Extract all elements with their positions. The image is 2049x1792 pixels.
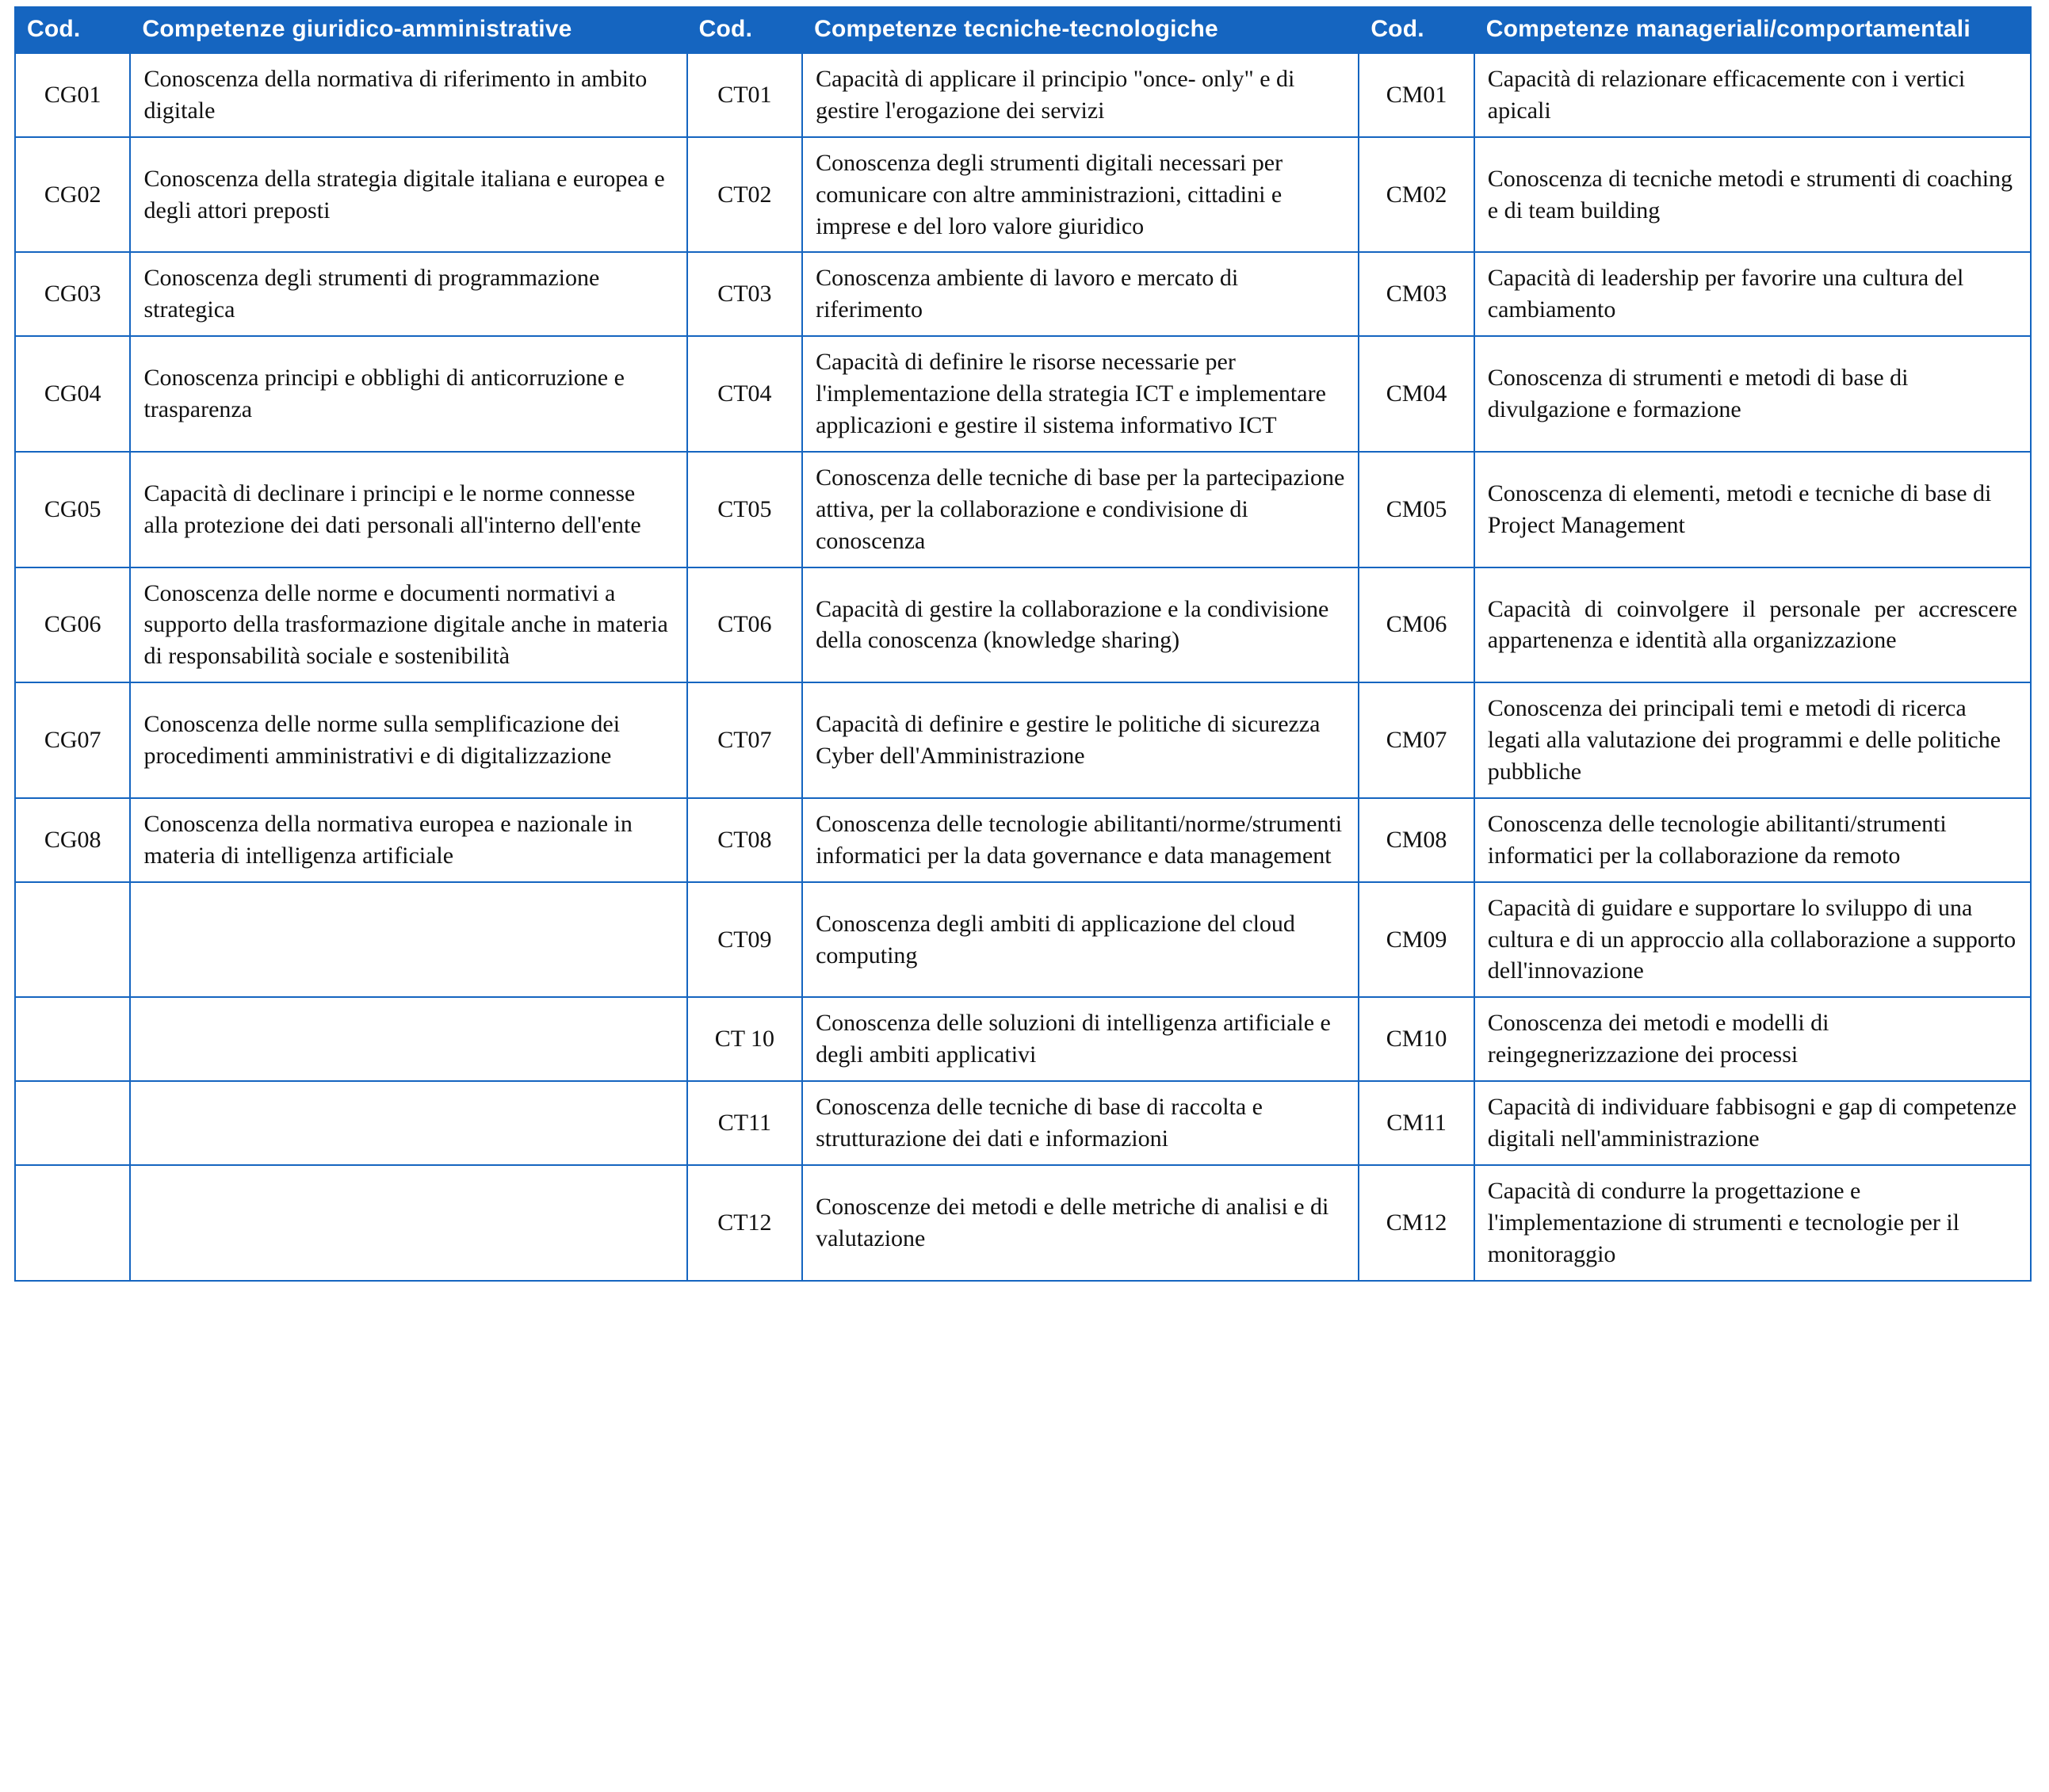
table-row (15, 1081, 2031, 1165)
cell-ct-code: CT06 (687, 567, 802, 683)
cell-ct-text: Capacità di definire le risorse necessarie per l'implementazione della strategia ICT e implementare applicazioni e gestire il sistema informativo ICT (802, 336, 1359, 452)
header-competenze-giuridico-amministrative: Competenze giuridico-amministrative (130, 7, 686, 53)
table-body (15, 53, 2031, 1281)
cell-cm-text: Capacità di coinvolgere il personale per accrescere appartenenza e identità alla organizzazione (1474, 567, 2031, 683)
cell-cm-code: CM09 (1359, 882, 1474, 998)
cell-ct-code: CT11 (687, 1081, 802, 1165)
table-row (15, 336, 2031, 452)
cell-cg-code: CG04 (15, 336, 130, 452)
cell-cm-code: CM01 (1359, 53, 1474, 137)
cell-cm-text: Capacità di relazionare efficacemente con i vertici apicali (1474, 53, 2031, 137)
cell-cm-code: CM02 (1359, 137, 1474, 253)
cell-cm-text: Conoscenza dei principali temi e metodi di ricerca legati alla valutazione dei programmi e delle politiche pubbliche (1474, 682, 2031, 798)
cell-ct-text: Capacità di applicare il principio "once- only" e di gestire l'erogazione dei servizi (802, 53, 1359, 137)
cell-cg-text: Conoscenza principi e obblighi di anticorruzione e trasparenza (130, 336, 686, 452)
competenze-table (14, 6, 2032, 1282)
cell-cg-text: Conoscenza degli strumenti di programmazione strategica (130, 252, 686, 336)
table-row (15, 137, 2031, 253)
cell-cg-code: CG03 (15, 252, 130, 336)
header-cod-giuridico: Cod. (15, 7, 130, 53)
cell-cg-text: Capacità di declinare i principi e le norme connesse alla protezione dei dati personali all'interno dell'ente (130, 452, 686, 567)
cell-cm-code: CM12 (1359, 1165, 1474, 1281)
cell-ct-text: Conoscenza degli strumenti digitali necessari per comunicare con altre amministrazioni, cittadini e imprese e del loro valore giuridico (802, 137, 1359, 253)
cell-cm-code: CM08 (1359, 798, 1474, 882)
cell-cg-code: CG08 (15, 798, 130, 882)
cell-ct-code: CT04 (687, 336, 802, 452)
cell-cg-code (15, 1165, 130, 1281)
cell-ct-code: CT01 (687, 53, 802, 137)
cell-cg-text (130, 1081, 686, 1165)
cell-cg-code (15, 1081, 130, 1165)
cell-cg-code (15, 997, 130, 1081)
cell-cm-code: CM07 (1359, 682, 1474, 798)
cell-cm-code: CM03 (1359, 252, 1474, 336)
cell-cg-text: Conoscenza della strategia digitale italiana e europea e degli attori preposti (130, 137, 686, 253)
header-cod-tecniche: Cod. (687, 7, 802, 53)
table-header (15, 7, 2031, 53)
table-row (15, 53, 2031, 137)
cell-cg-text (130, 997, 686, 1081)
cell-cg-code: CG01 (15, 53, 130, 137)
header-cod-manageriali: Cod. (1359, 7, 1474, 53)
cell-ct-text: Capacità di gestire la collaborazione e la condivisione della conoscenza (knowledge sharing) (802, 567, 1359, 683)
cell-ct-code: CT05 (687, 452, 802, 567)
cell-cm-text: Conoscenza di elementi, metodi e tecniche di base di Project Management (1474, 452, 2031, 567)
cell-cm-code: CM10 (1359, 997, 1474, 1081)
cell-ct-code: CT07 (687, 682, 802, 798)
table-row (15, 997, 2031, 1081)
cell-cg-code (15, 882, 130, 998)
cell-cg-code: CG06 (15, 567, 130, 683)
cell-cg-code: CG07 (15, 682, 130, 798)
cell-cg-text: Conoscenza delle norme sulla semplificazione dei procedimenti amministrativi e di digitalizzazione (130, 682, 686, 798)
cell-cm-text: Capacità di guidare e supportare lo sviluppo di una cultura e di un approccio alla collaborazione a supporto dell'innovazione (1474, 882, 2031, 998)
table-row (15, 1165, 2031, 1281)
cell-cm-text: Capacità di leadership per favorire una cultura del cambiamento (1474, 252, 2031, 336)
cell-cm-code: CM06 (1359, 567, 1474, 683)
cell-ct-code: CT03 (687, 252, 802, 336)
cell-ct-code: CT08 (687, 798, 802, 882)
cell-ct-text: Conoscenze dei metodi e delle metriche di analisi e di valutazione (802, 1165, 1359, 1281)
cell-cm-text: Conoscenza di strumenti e metodi di base di divulgazione e formazione (1474, 336, 2031, 452)
cell-ct-text: Conoscenza degli ambiti di applicazione del cloud computing (802, 882, 1359, 998)
cell-ct-text: Capacità di definire e gestire le politiche di sicurezza Cyber dell'Amministrazione (802, 682, 1359, 798)
cell-ct-code: CT 10 (687, 997, 802, 1081)
table-row (15, 798, 2031, 882)
cell-ct-code: CT12 (687, 1165, 802, 1281)
cell-ct-text: Conoscenza delle tecniche di base per la partecipazione attiva, per la collaborazione e condivisione di conoscenza (802, 452, 1359, 567)
cell-cm-text: Capacità di individuare fabbisogni e gap di competenze digitali nell'amministrazione (1474, 1081, 2031, 1165)
header-competenze-tecniche-tecnologiche: Competenze tecniche-tecnologiche (802, 7, 1359, 53)
cell-ct-text: Conoscenza delle tecniche di base di raccolta e strutturazione dei dati e informazioni (802, 1081, 1359, 1165)
cell-ct-text: Conoscenza ambiente di lavoro e mercato di riferimento (802, 252, 1359, 336)
cell-cg-text: Conoscenza delle norme e documenti normativi a supporto della trasformazione digitale anche in materia di responsabilità sociale e sostenibilità (130, 567, 686, 683)
cell-ct-text: Conoscenza delle soluzioni di intelligenza artificiale e degli ambiti applicativi (802, 997, 1359, 1081)
table-row (15, 567, 2031, 683)
cell-ct-code: CT02 (687, 137, 802, 253)
cell-cm-text: Conoscenza dei metodi e modelli di reingegnerizzazione dei processi (1474, 997, 2031, 1081)
cell-cm-code: CM04 (1359, 336, 1474, 452)
cell-cg-text (130, 1165, 686, 1281)
cell-cm-text: Capacità di condurre la progettazione e l'implementazione di strumenti e tecnologie per il monitoraggio (1474, 1165, 2031, 1281)
cell-cg-text: Conoscenza della normativa europea e nazionale in materia di intelligenza artificiale (130, 798, 686, 882)
table-header-row (15, 7, 2031, 53)
cell-cg-code: CG02 (15, 137, 130, 253)
cell-cm-text: Conoscenza di tecniche metodi e strumenti di coaching e di team building (1474, 137, 2031, 253)
header-competenze-manageriali-comportamentali: Competenze manageriali/comportamentali (1474, 7, 2031, 53)
cell-cg-text (130, 882, 686, 998)
cell-cm-code: CM11 (1359, 1081, 1474, 1165)
table-row (15, 682, 2031, 798)
cell-ct-code: CT09 (687, 882, 802, 998)
table-row (15, 252, 2031, 336)
cell-cm-text: Conoscenza delle tecnologie abilitanti/strumenti informatici per la collaborazione da remoto (1474, 798, 2031, 882)
table-row (15, 882, 2031, 998)
cell-cg-code: CG05 (15, 452, 130, 567)
cell-cm-code: CM05 (1359, 452, 1474, 567)
cell-ct-text: Conoscenza delle tecnologie abilitanti/norme/strumenti informatici per la data governance e data management (802, 798, 1359, 882)
table-row (15, 452, 2031, 567)
cell-cg-text: Conoscenza della normativa di riferimento in ambito digitale (130, 53, 686, 137)
